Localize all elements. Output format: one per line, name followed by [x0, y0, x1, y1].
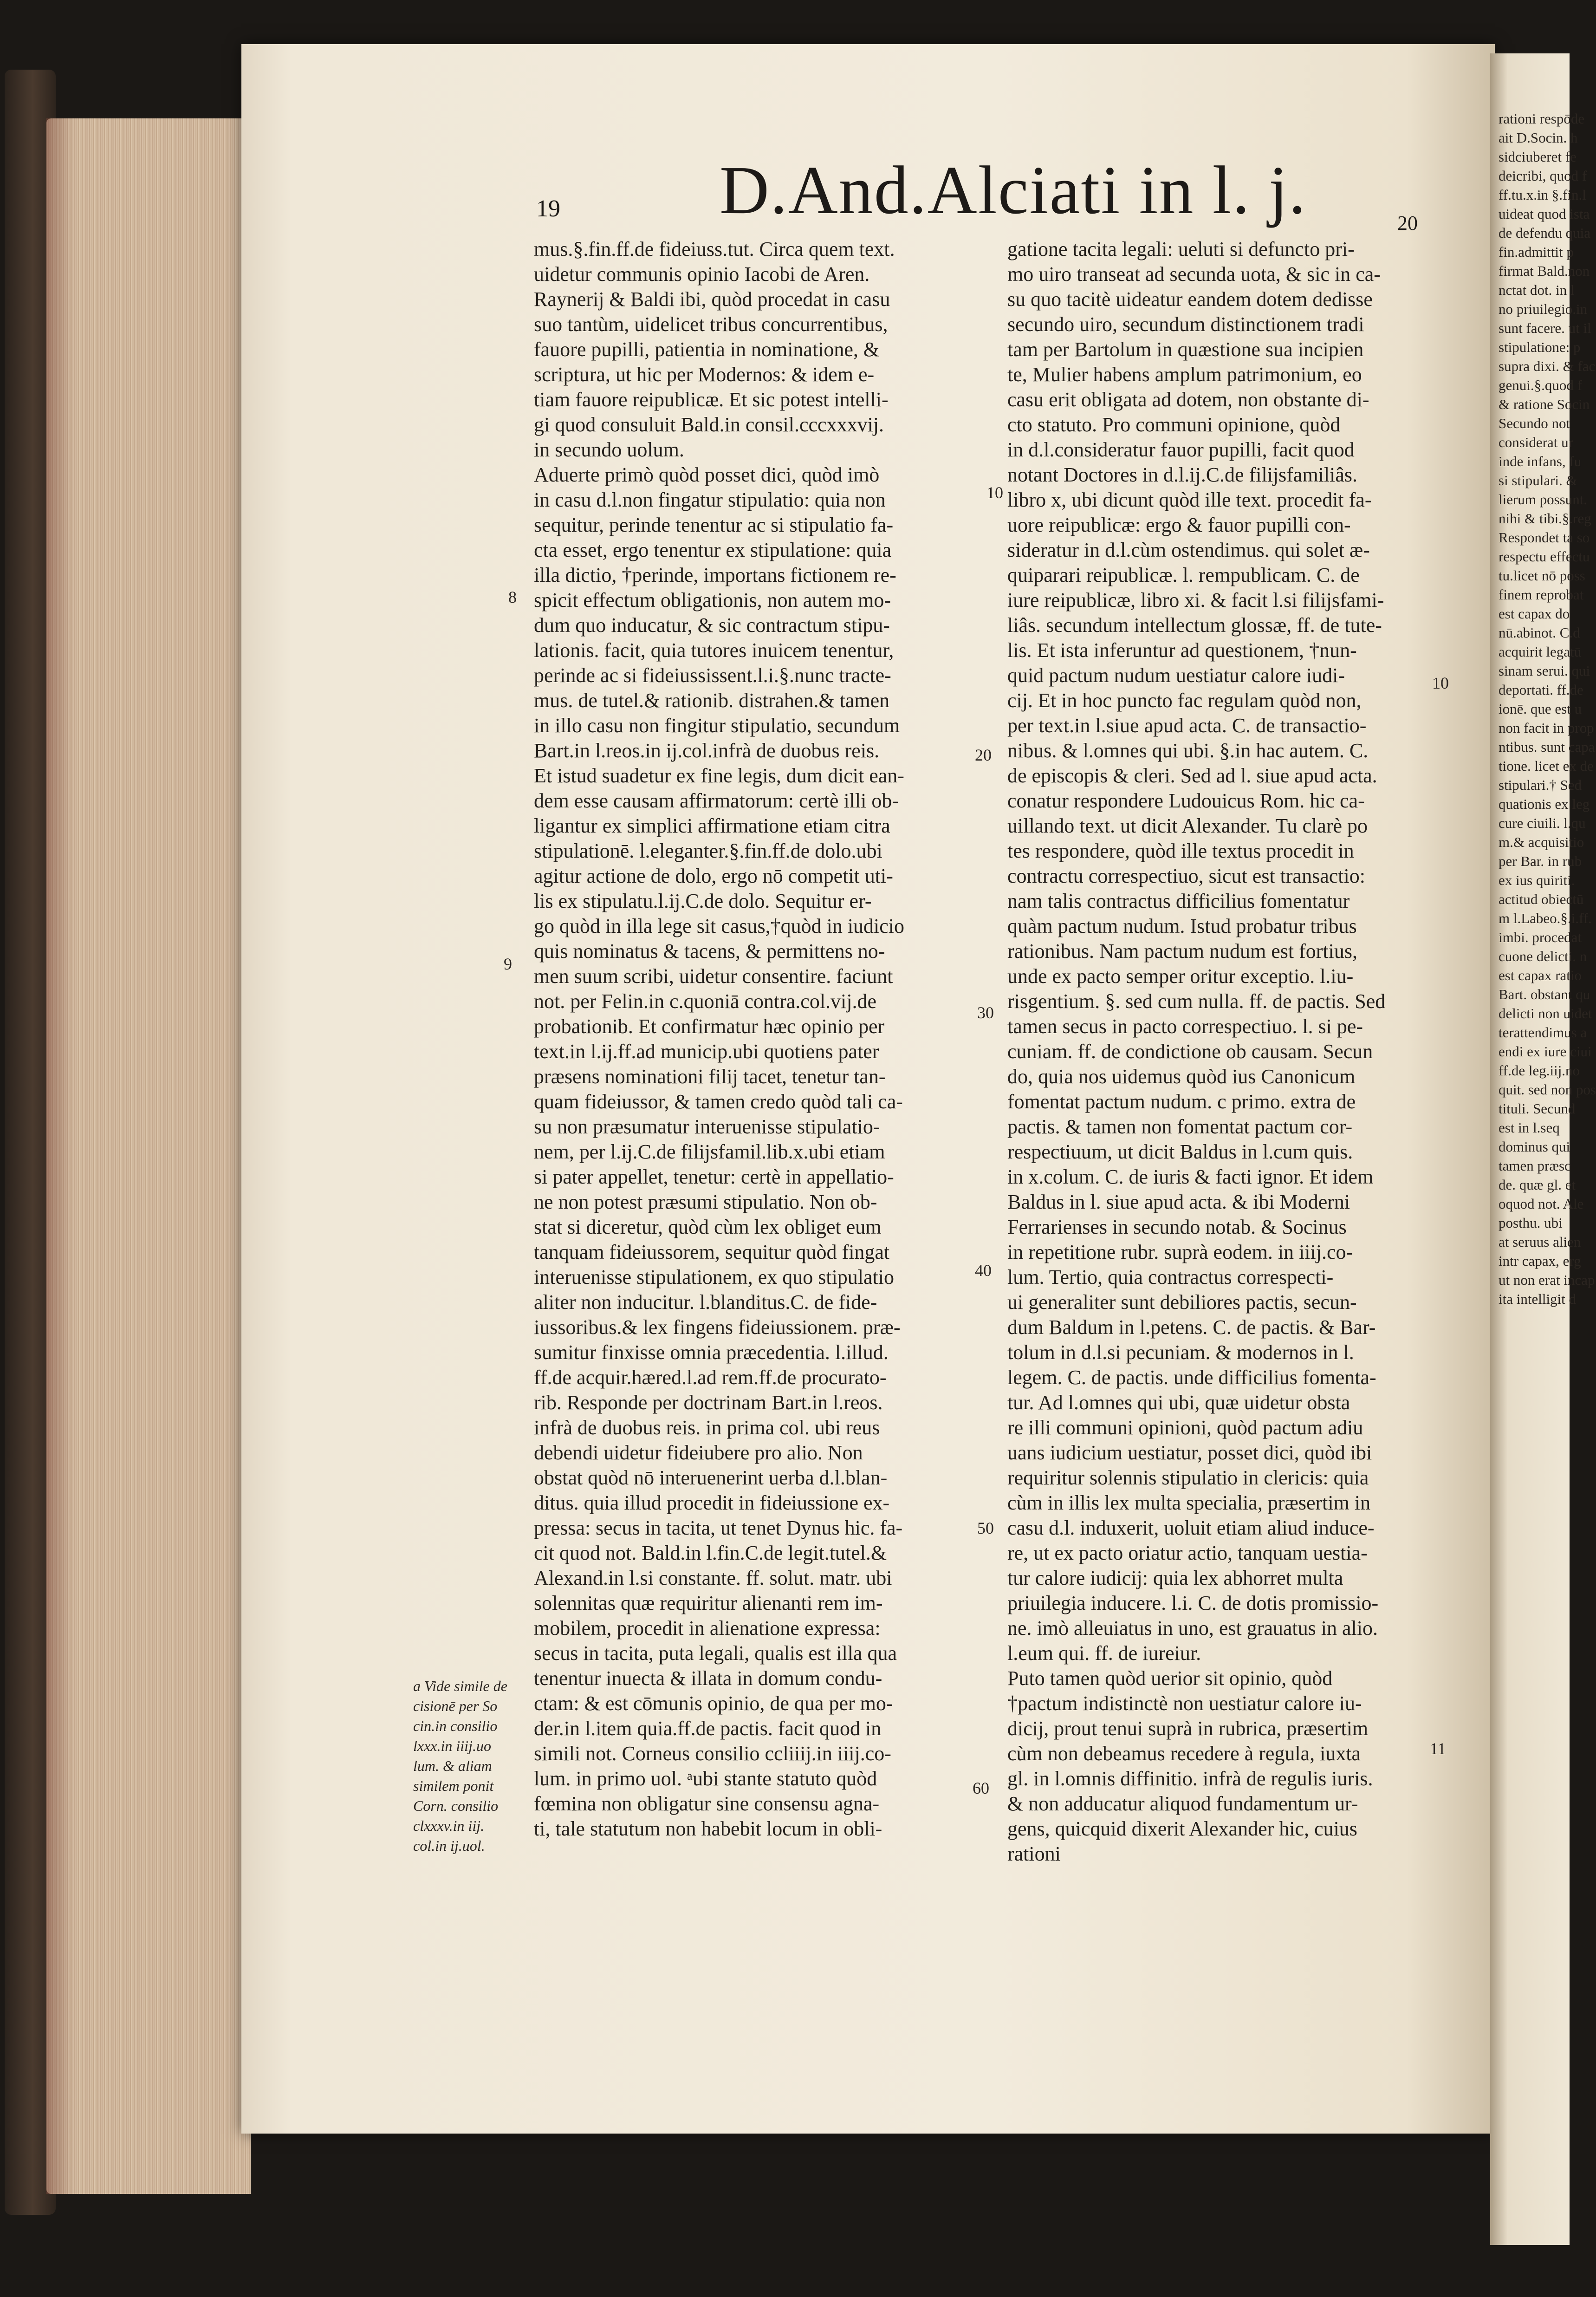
text-line: per text.in l.siue apud acta. C. de transactio-	[1007, 714, 1367, 737]
text-line: gl. in l.omnis diffinitio. infrà de regulis iuris.	[1007, 1767, 1373, 1790]
text-line: uore reipublicæ: ergo & fauor pupilli con-	[1007, 514, 1351, 536]
page-number-left: 19	[536, 195, 560, 222]
text-line: in repetitione rubr. suprà eodem. in iiij.co-	[1007, 1241, 1353, 1263]
text-line: libro x, ubi dicunt quòd ille text. procedit fa-	[1007, 488, 1372, 511]
text-line: der.in l.item quia.ff.de pactis. facit quod in	[534, 1717, 882, 1740]
text-line: uillando text. ut dicit Alexander. Tu clarè po	[1007, 814, 1368, 837]
text-line: respectiuum, ut dicit Baldus in l.cum quis.	[1007, 1140, 1353, 1163]
next-page-text	[1499, 109, 1596, 1308]
next-page-line: lierum possunt.	[1499, 491, 1588, 508]
text-line: dum quo inducatur, & sic contractum stipu-	[534, 614, 890, 637]
text-line: scriptura, ut hic per Modernos: & idem e-	[534, 363, 875, 386]
text-line: tamen secus in pacto correspectiuo. l. si pe-	[1007, 1015, 1363, 1038]
left-text-column	[534, 237, 966, 1842]
text-line: ne. imò alleuiatus in uno, est grauatus in alio.	[1007, 1617, 1378, 1640]
text-line: tes respondere, quòd ille textus procedit in	[1007, 839, 1354, 862]
text-line: dum Baldum in l.petens. C. de pactis. & Bar-	[1007, 1316, 1376, 1339]
text-line: perinde ac si fideiussissent.l.i.§.nunc tracte-	[534, 664, 891, 687]
next-page-line: terattendimus a	[1499, 1024, 1587, 1041]
next-page-line: endi ex iure ciui	[1499, 1043, 1592, 1060]
text-line: infrà de duobus reis. in prima col. ubi reus	[534, 1416, 880, 1439]
next-page-line: nctat dot. in l	[1499, 282, 1575, 298]
text-line: nam talis contractus difficilius fomentatur	[1007, 890, 1350, 912]
marginal-note-line: lxxx.in iiij.uo	[413, 1737, 491, 1754]
text-line: not. per Felin.in c.quoniā contra.col.vij.de	[534, 990, 877, 1013]
text-line: lis. Et ista inferuntur ad questionem, †nun-	[1007, 639, 1357, 662]
next-page-line: stipulari.† Sed	[1499, 777, 1582, 793]
next-page-line: m.& acquisitio	[1499, 834, 1584, 850]
text-line: probationib. Et confirmatur hæc opinio per	[534, 1015, 885, 1038]
next-page-line: finem reprobat	[1499, 586, 1584, 603]
text-line: su non præsumatur interuenisse stipulatio-	[534, 1115, 880, 1138]
text-line: in d.l.consideratur fauor pupilli, facit quod	[1007, 438, 1355, 461]
marginal-note-line: clxxxv.in iij.	[413, 1817, 485, 1834]
text-line: su quo tacitè uideatur eandem dotem dedisse	[1007, 288, 1373, 311]
next-page-line: firmat Bald.non	[1499, 263, 1590, 279]
text-line: tiam fauore reipublicæ. Et sic potest intelli-	[534, 388, 889, 411]
text-line: lis ex stipulatu.l.ij.C.de dolo. Sequitur er-	[534, 890, 872, 912]
next-page-line: supra dixi. & fac	[1499, 358, 1596, 374]
text-line: unde ex pacto semper oritur exceptio. l.iu-	[1007, 965, 1354, 988]
next-page-line: per Bar. in rub	[1499, 853, 1582, 869]
next-page-line: acquirit legatū	[1499, 644, 1582, 660]
next-page-line: Secundo not	[1499, 415, 1570, 431]
text-line: go quòd in illa lege sit casus,†quòd in iudicio	[534, 915, 905, 937]
margin-number-right-11: 11	[1430, 1739, 1446, 1758]
next-page-line: tituli. Secund	[1499, 1100, 1576, 1117]
text-line: risgentium. §. sed cum nulla. ff. de pactis. Sed	[1007, 990, 1386, 1013]
next-page-line: delicti non uidet	[1499, 1005, 1592, 1022]
next-page-line: respectu effectu	[1499, 548, 1590, 565]
text-line: ui generaliter sunt debiliores pactis, secun-	[1007, 1291, 1357, 1314]
next-page-line: considerat ur	[1499, 434, 1573, 450]
text-line: gi quod consuluit Bald.in consil.cccxxxvij.	[534, 413, 884, 436]
text-line: in secundo uolum.	[534, 438, 684, 461]
text-line: ff.de acquir.hæred.l.ad rem.ff.de procurato-	[534, 1366, 887, 1389]
marginal-note	[413, 1676, 543, 1856]
text-line: re, ut ex pacto oriatur actio, tanquam uestia-	[1007, 1542, 1368, 1564]
next-page-line: fin.admittit p	[1499, 244, 1574, 260]
text-line: stat si diceretur, quòd cùm lex obliget eum	[534, 1216, 882, 1238]
next-page-line: de. quæ gl. et	[1499, 1177, 1576, 1193]
next-page-line: de defendu quia	[1499, 225, 1590, 241]
text-line: casu erit obligata ad dotem, non obstante di-	[1007, 388, 1369, 411]
text-line: mo uiro transeat ad secunda uota, & sic in ca-	[1007, 263, 1381, 286]
text-line: Puto tamen quòd uerior sit opinio, quòd	[1007, 1667, 1333, 1690]
next-page-line: Respondet ta so	[1499, 529, 1590, 546]
text-line: interuenisse stipulationem, ex quo stipulatio	[534, 1266, 894, 1288]
next-page-line: ex ius quiriti.	[1499, 872, 1575, 888]
text-line: re illi communi opinioni, quòd pactum adiu	[1007, 1416, 1363, 1439]
text-line: rib. Responde per doctrinam Bart.in l.reos.	[534, 1391, 883, 1414]
next-page-line: & ratione Socin	[1499, 396, 1590, 412]
text-line: contractu correspectiuo, sicut est transactio:	[1007, 865, 1365, 887]
next-page-line: oquod not. Ale	[1499, 1196, 1584, 1212]
text-line: quid pactum nudum uestiatur calore iudi-	[1007, 664, 1345, 687]
text-line: priuilegia inducere. l.i. C. de dotis promissio-	[1007, 1592, 1379, 1614]
text-line: lationis. facit, quia tutores inuicem tenentur,	[534, 639, 894, 662]
text-line: nibus. & l.omnes qui ubi. §.in hac autem. C.	[1007, 739, 1369, 762]
text-line: ditus. quia illud procedit in fideiussione ex-	[534, 1491, 890, 1514]
text-line: mus.§.fin.ff.de fideiuss.tut. Circa quem text.	[534, 238, 895, 260]
text-line: rationi	[1007, 1842, 1061, 1865]
text-line: cit quod not. Bald.in l.fin.C.de legit.tutel.&	[534, 1542, 887, 1564]
next-page-line: no priuilegio.in	[1499, 301, 1588, 317]
text-line: do, quia nos uidemus quòd ius Canonicum	[1007, 1065, 1356, 1088]
text-line: text.in l.ij.ff.ad municip.ubi quotiens pater	[534, 1040, 879, 1063]
text-line: te, Mulier habens amplum patrimonium, eo	[1007, 363, 1362, 386]
text-line: Bart.in l.reos.in ij.col.infrà de duobus reis.	[534, 739, 880, 762]
text-line: & non adducatur aliquod fundamentum ur-	[1007, 1792, 1358, 1815]
page-number-right: 20	[1397, 212, 1418, 234]
text-line: tolum in d.l.si pecuniam. & modernos in l.	[1007, 1341, 1354, 1364]
text-line: †pactum indistinctè non uestiatur calore iu-	[1007, 1692, 1362, 1715]
running-title: D.And.Alciati in l. j.	[720, 152, 1307, 228]
text-line: Raynerij & Baldi ibi, quòd procedat in casu	[534, 288, 890, 311]
line-number-10: 10	[986, 483, 1003, 502]
text-line: Ferrarienses in secundo notab. & Socinus	[1007, 1216, 1347, 1238]
next-page-line: stipulatione: p	[1499, 339, 1581, 355]
text-line: mobilem, procedit in alienatione expressa:	[534, 1617, 881, 1640]
text-line: debendi uidetur fideiubere pro alio. Non	[534, 1441, 863, 1464]
text-line: quàm pactum nudum. Istud probatur tribus	[1007, 915, 1357, 937]
next-page-line: nihi & tibi.§.reg	[1499, 510, 1591, 527]
text-line: conatur respondere Ludouicus Rom. hic ca-	[1007, 789, 1365, 812]
text-line: tur calore iudicij: quia lex abhorret multa	[1007, 1567, 1343, 1589]
text-line: ctam: & est cōmunis opinio, de qua per mo-	[534, 1692, 893, 1715]
next-page-line: ut non erat incap	[1499, 1272, 1595, 1288]
next-page-line: quationis ex leg	[1499, 796, 1590, 812]
next-page-line: actitud obiectū	[1499, 891, 1584, 907]
marginal-note-line: Corn. consilio	[413, 1797, 499, 1814]
line-number-30: 30	[977, 1003, 994, 1022]
next-page-line: sidciuberet fe	[1499, 149, 1577, 165]
text-line: fomentat pactum nudum. c primo. extra de	[1007, 1090, 1356, 1113]
text-line: tur. Ad l.omnes qui ubi, quæ uidetur obsta	[1007, 1391, 1350, 1414]
text-line: uidetur communis opinio Iacobi de Aren.	[534, 263, 870, 286]
page-block-edge	[46, 118, 251, 2194]
text-line: sumitur finxisse omnia præcedentia. l.illud.	[534, 1341, 889, 1364]
next-page-line: posthu. ubi	[1499, 1215, 1563, 1231]
text-line: obstat quòd nō interuenerint uerba d.l.blan-	[534, 1466, 888, 1489]
right-page-partial	[1490, 53, 1596, 2245]
text-line: suo tantùm, uidelicet tribus concurrentibus,	[534, 313, 888, 336]
text-line: rationibus. Nam pactum nudum est fortius,	[1007, 940, 1357, 963]
text-line: ne non potest præsumi stipulatio. Non ob-	[534, 1191, 877, 1213]
text-line: gatione tacita legali: ueluti si defuncto pri-	[1007, 238, 1355, 260]
text-line: Alexand.in l.si constante. ff. solut. matr. ubi	[534, 1567, 892, 1589]
text-line: cuniam. ff. de condictione ob causam. Secun	[1007, 1040, 1373, 1063]
text-line: Baldus in l. siue apud acta. & ibi Moderni	[1007, 1191, 1350, 1213]
text-line: cùm non debeamus recedere à regula, iuxta	[1007, 1742, 1361, 1765]
text-line: mus. de tutel.& rationib. distrahen.& tamen	[534, 689, 890, 712]
margin-number-right-10: 10	[1432, 674, 1449, 692]
text-line: ti, tale statutum non habebit locum in obli-	[534, 1817, 882, 1840]
text-line: casu d.l. induxerit, uoluit etiam aliud induce-	[1007, 1516, 1375, 1539]
text-line: sequitur, perinde tenentur ac si stipulatio fa-	[534, 514, 894, 536]
next-page-line: cuone delicti. n	[1499, 948, 1587, 964]
next-page-line: genui.§.quod f	[1499, 377, 1582, 393]
text-line: dem esse causam affirmatorum: certè illi ob-	[534, 789, 899, 812]
next-page-line: tu.licet nō poss	[1499, 567, 1585, 584]
text-line: nem, per l.ij.C.de filijsfamil.lib.x.ubi etiam	[534, 1140, 885, 1163]
text-line: cij. Et in hoc puncto fac regulam quòd non,	[1007, 689, 1362, 712]
next-page-line: est in l.seq	[1499, 1119, 1560, 1136]
text-line: legem. C. de pactis. unde difficilius fomenta-	[1007, 1366, 1376, 1389]
next-page-line: ita intelligit d	[1499, 1291, 1577, 1307]
text-line: iussoribus.& lex fingens fideiussionem. præ-	[534, 1316, 901, 1339]
text-line: sideratur in d.l.cùm ostendimus. qui solet æ-	[1007, 539, 1370, 561]
text-line: l.eum qui. ff. de iureiur.	[1007, 1642, 1201, 1665]
right-text-column	[1007, 237, 1439, 1867]
next-page-line: inde infans, fu	[1499, 453, 1582, 469]
text-line: uans iudicium uestiatur, posset dici, quòd ibi	[1007, 1441, 1372, 1464]
text-line: secundo uiro, secundum distinctionem tradi	[1007, 313, 1364, 336]
text-line: præsens nominationi filij tacet, tenetur tan-	[534, 1065, 886, 1088]
line-number-50: 50	[977, 1519, 994, 1537]
text-line: fauore pupilli, patientia in nominatione, &	[534, 338, 880, 361]
next-page-line: sunt facere. ut il	[1499, 320, 1591, 336]
next-page-line: cure ciuili. l.qu	[1499, 815, 1586, 831]
marginal-note-line: a Vide simile de	[413, 1678, 507, 1694]
next-page-line: quit. sed non pos	[1499, 1081, 1596, 1098]
next-page-line: tamen præsc	[1499, 1158, 1571, 1174]
next-page-line: si stipulari. &	[1499, 472, 1577, 488]
text-line: si pater appellet, tenetur: certè in appellatio-	[534, 1165, 894, 1188]
next-page-line: nū.abinot. C.d	[1499, 625, 1580, 641]
marginal-note-line: cisionē per So	[413, 1698, 498, 1714]
next-page-line: ff.de leg.iij.no	[1499, 1062, 1580, 1079]
next-page-line: intr capax, erg	[1499, 1253, 1581, 1269]
text-line: tam per Bartolum in quæstione sua incipien	[1007, 338, 1364, 361]
next-page-line: ntibus. sunt capa	[1499, 739, 1595, 755]
text-line: ligantur ex simplici affirmatione etiam citra	[534, 814, 890, 837]
text-line: Et istud suadetur ex fine legis, dum dicit ean-	[534, 764, 904, 787]
text-line: gens, quicquid dixerit Alexander hic, cuius	[1007, 1817, 1357, 1840]
text-line: iure reipublicæ, libro xi. & facit l.si filijsfami-	[1007, 589, 1384, 612]
text-line: pressa: secus in tacita, ut tenet Dynus hic. fa-	[534, 1516, 903, 1539]
text-line: men suum scribi, uidetur consentire. faciunt	[534, 965, 893, 988]
text-line: cta esset, ergo tenentur ex stipulatione: quia	[534, 539, 892, 561]
text-line: spicit effectum obligationis, non autem mo-	[534, 589, 891, 612]
next-page-line: deicribi, quod f	[1499, 168, 1587, 184]
next-page-line: at seruus alien	[1499, 1234, 1581, 1250]
next-page-line: deportati. ff.de	[1499, 682, 1583, 698]
text-line: agitur actione de dolo, ergo nō competit uti-	[534, 865, 893, 887]
text-line: tenentur inuecta & illata in domum condu-	[534, 1667, 882, 1690]
text-line: in x.colum. C. de iuris & facti ignor. Et idem	[1007, 1165, 1374, 1188]
next-page-line: est capax ratio	[1499, 967, 1582, 983]
text-line: liâs. secundum intellectum glossæ, ff. de tute-	[1007, 614, 1382, 637]
margin-number-9: 9	[504, 955, 512, 973]
text-line: de episcopis & cleri. Sed ad l. siue apud acta.	[1007, 764, 1377, 787]
next-page-line: dominus qui	[1499, 1139, 1570, 1155]
text-line: aliter non inducitur. l.blanditus.C. de fide-	[534, 1291, 877, 1314]
line-number-60: 60	[973, 1779, 989, 1797]
text-line: pactis. & tamen non fomentat pactum cor-	[1007, 1115, 1353, 1138]
next-page-line: Bart. obstant qu	[1499, 986, 1590, 1002]
line-number-20: 20	[975, 746, 992, 764]
next-page-line: ionē. que est u	[1499, 701, 1582, 717]
next-page-line: rationi respōde	[1499, 111, 1585, 127]
text-line: solennitas quæ requiritur alienanti rem im-	[534, 1592, 883, 1614]
text-line: lum. Tertio, quia contractus correspecti-	[1007, 1266, 1334, 1288]
text-line: quam fideiussor, & tamen credo quòd tali ca-	[534, 1090, 903, 1113]
text-line: in illo casu non fingitur stipulatio, secundum	[534, 714, 900, 737]
next-page-line: ff.tu.x.in §.fin.l	[1499, 187, 1586, 203]
next-page-line: tione. licet ex de	[1499, 758, 1594, 774]
text-line: Aduerte primò quòd posset dici, quòd imò	[534, 463, 880, 486]
next-page-line: m l.Labeo.§.i.ff.	[1499, 910, 1592, 926]
next-page-line: uideat quod ista	[1499, 206, 1590, 222]
text-line: cùm in illis lex multa specialia, præsertim in	[1007, 1491, 1371, 1514]
next-page-line: sinam serui. qui	[1499, 663, 1590, 679]
text-line: requiritur solennis stipulatio in clericis: quia	[1007, 1466, 1369, 1489]
marginal-note-line: lum. & aliam	[413, 1757, 492, 1774]
marginal-note-line: cin.in consilio	[413, 1718, 498, 1734]
next-page-line: ait D.Socin. h	[1499, 130, 1578, 146]
marginal-note-line: similem ponit	[413, 1777, 494, 1794]
next-page-line: imbi. procedat	[1499, 929, 1582, 945]
text-line: notant Doctores in d.l.ij.C.de filijsfamiliâs.	[1007, 463, 1357, 486]
text-line: in casu d.l.non fingatur stipulatio: quia non	[534, 488, 886, 511]
text-line: quis nominatus & tacens, & permittens no-	[534, 940, 885, 963]
text-line: fœmina non obligatur sine consensu agna-	[534, 1792, 880, 1815]
margin-number-8: 8	[508, 588, 517, 606]
line-number-40: 40	[975, 1261, 992, 1280]
text-line: tanquam fideiussorem, sequitur quòd fingat	[534, 1241, 890, 1263]
text-line: simili not. Corneus consilio ccliiij.in iiij.co-	[534, 1742, 891, 1765]
text-line: illa dictio, †perinde, importans fictionem re-	[534, 564, 896, 586]
text-line: secus in tacita, puta legali, qualis est illa qua	[534, 1642, 897, 1665]
next-page-line: non facit in prop	[1499, 720, 1594, 736]
text-line: quiparari reipublicæ. l. rempublicam. C. de	[1007, 564, 1360, 586]
text-line: cto statuto. Pro communi opinione, quòd	[1007, 413, 1341, 436]
text-line: dicij, prout tenui suprà in rubrica, præsertim	[1007, 1717, 1369, 1740]
text-line: stipulationē. l.eleganter.§.fin.ff.de dolo.ubi	[534, 839, 882, 862]
marginal-note-line: col.in ij.uol.	[413, 1837, 485, 1854]
next-page-line: est capax do	[1499, 605, 1570, 622]
text-line: lum. in primo uol. ᵃubi stante statuto quòd	[534, 1767, 877, 1790]
